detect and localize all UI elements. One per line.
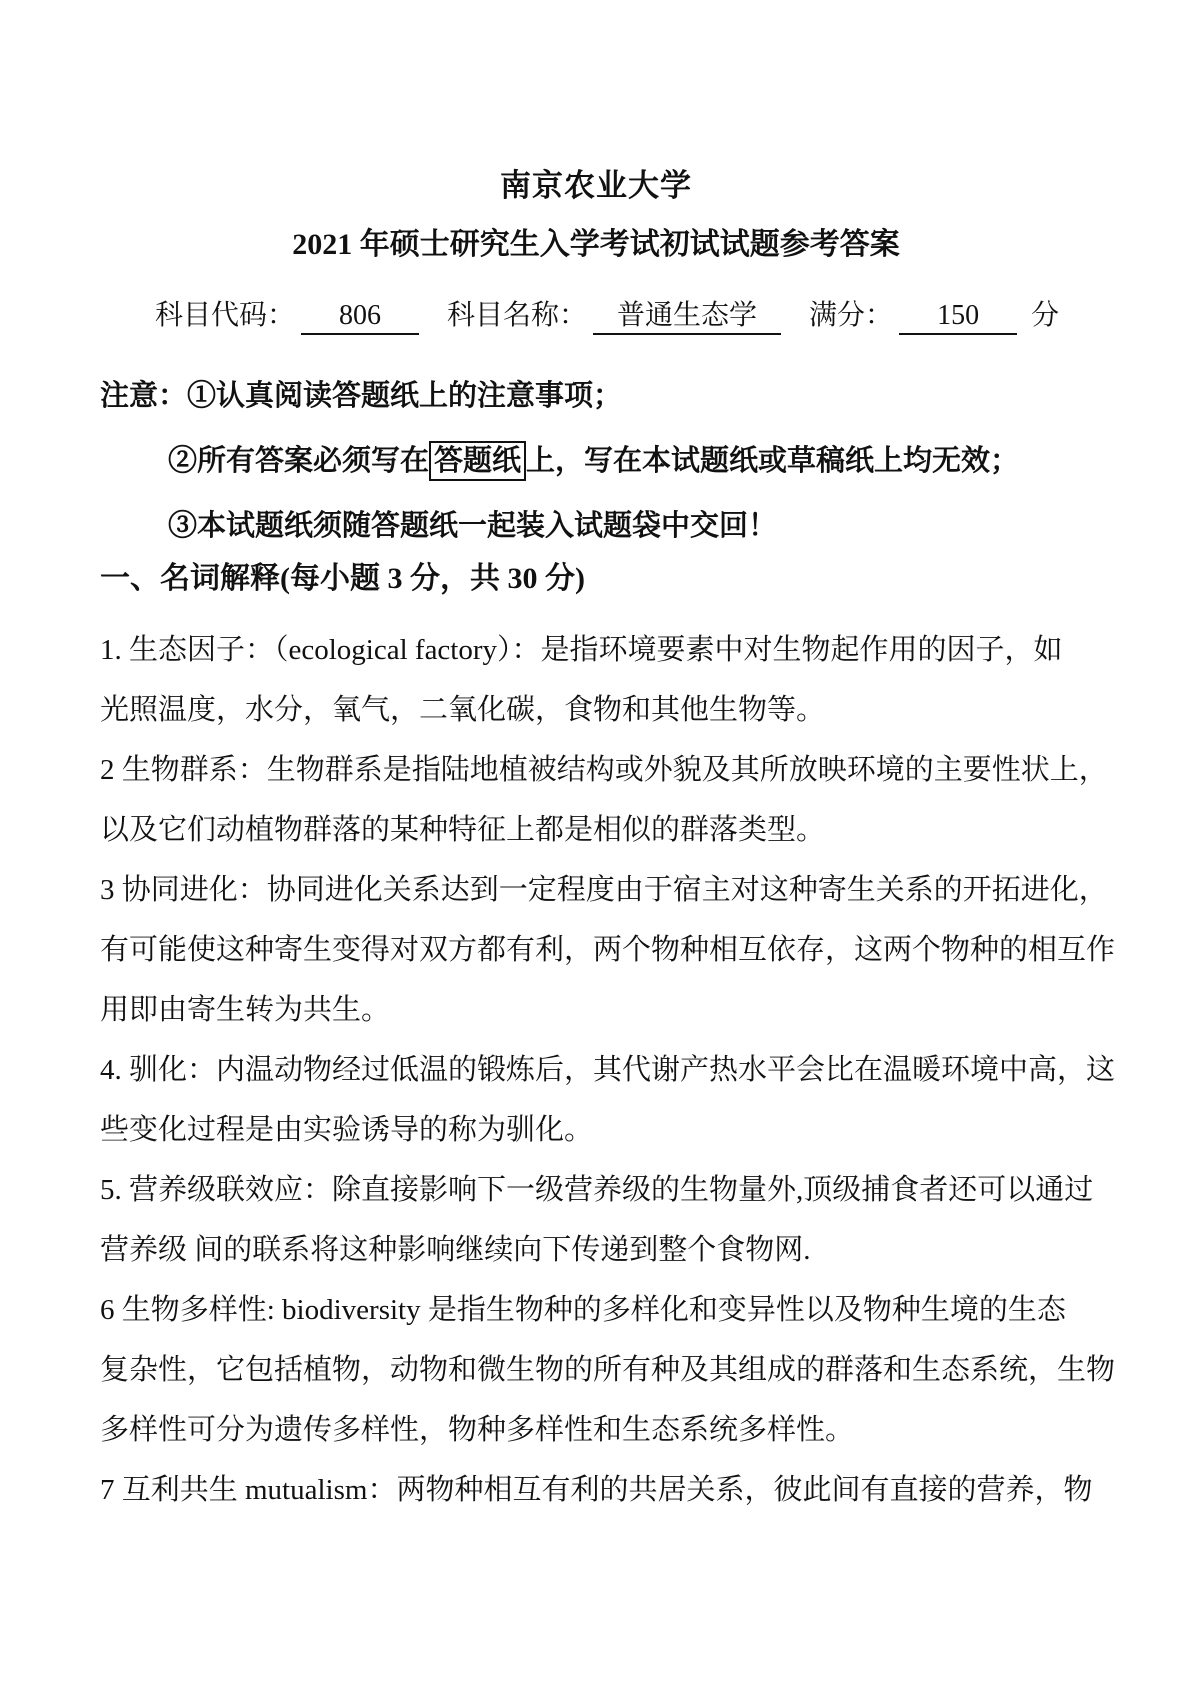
notice-item-3: ③本试题纸须随答题纸一起装入试题袋中交回！: [168, 510, 778, 542]
notice-item-2: [168, 429, 1092, 494]
notice-section: [100, 364, 1092, 559]
body-line: 5. 营养级联效应：除直接影响下一级营养级的生物量外,顶级捕食者还可以通过: [100, 1174, 1094, 1206]
subject-name-value: 普通生态学: [593, 299, 781, 335]
notice-item-1-text: ①认真阅读答题纸上的注意事项；: [187, 380, 623, 412]
subject-code-label: 科目代码：: [155, 300, 296, 331]
body-line: 些变化过程是由实验诱导的称为驯化。: [100, 1114, 594, 1146]
subject-name-label: 科目名称：: [447, 300, 588, 331]
subject-code-value: 806: [301, 299, 419, 335]
page-title: 南京农业大学: [500, 168, 692, 203]
body-line: 3 协同进化：协同进化关系达到一定程度由于宿主对这种寄生关系的开拓进化，: [100, 874, 1108, 906]
notice-item-1: [100, 364, 1092, 429]
body-line: 以及它们动植物群落的某种特征上都是相似的群落类型。: [100, 814, 826, 846]
body-line: 有可能使这种寄生变得对双方都有利，两个物种相互依存，这两个物种的相互作: [100, 934, 1116, 966]
full-score-value: 150: [899, 299, 1017, 335]
body-line: 7 互利共生 mutualism：两物种相互有利的共居关系，彼此间有直接的营养，物: [100, 1474, 1093, 1506]
notice-label: 注意：: [100, 380, 188, 412]
notice-item-2-suffix: 上，写在本试题纸或草稿纸上均无效；: [526, 445, 1020, 477]
answer-body: [100, 620, 1116, 1520]
body-line: 多样性可分为遗传多样性，物种多样性和生态系统多样性。: [100, 1414, 855, 1446]
body-line: 营养级 间的联系将这种影响继续向下传递到整个食物网.: [100, 1234, 811, 1266]
body-line: 复杂性，它包括植物，动物和微生物的所有种及其组成的群落和生态系统，生物: [100, 1354, 1116, 1386]
full-score-label: 满分：: [809, 300, 894, 331]
body-line: 光照温度，水分，氧气，二氧化碳，食物和其他生物等。: [100, 694, 826, 726]
page-subtitle: 2021 年硕士研究生入学考试初试试题参考答案: [292, 228, 900, 261]
body-line: 1. 生态因子：（ecological factory）：是指环境要素中对生物起作用的因子，如: [100, 634, 1063, 666]
body-line: 2 生物群系：生物群系是指陆地植被结构或外貌及其所放映环境的主要性状上，: [100, 754, 1108, 786]
notice-item-2-prefix: ②所有答案必须写在: [168, 445, 430, 477]
notice-item-2-boxed-term: 答题纸: [429, 441, 526, 481]
body-line: 6 生物多样性: biodiversity 是指生物种的多样化和变异性以及物种生境的生态: [100, 1294, 1066, 1326]
body-line: 4. 驯化：内温动物经过低温的锻炼后，其代谢产热水平会比在温暖环境中高，这: [100, 1054, 1116, 1086]
full-score-unit: 分: [1031, 300, 1060, 331]
body-line: 用即由寄生转为共生。: [100, 994, 391, 1026]
section-heading: 一、名词解释(每小题 3 分，共 30 分): [100, 562, 585, 595]
subject-info-line: [155, 296, 1092, 336]
